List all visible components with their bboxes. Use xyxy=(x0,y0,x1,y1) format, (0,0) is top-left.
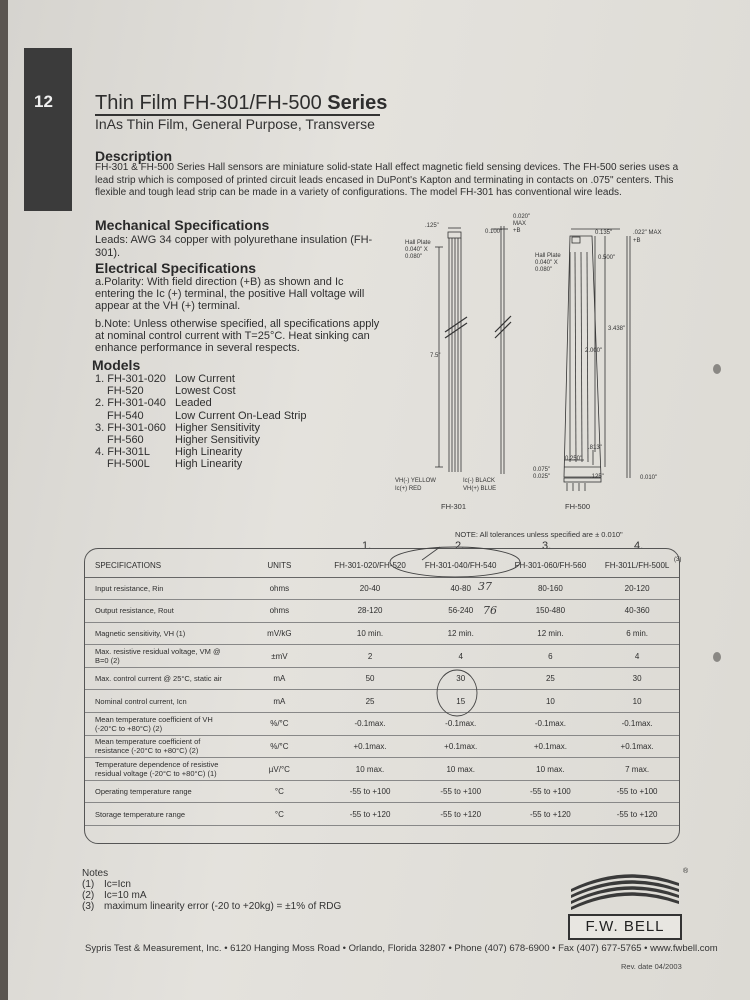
spec-value-cell: 2 xyxy=(324,645,416,668)
spec-value-cell: 80-160 xyxy=(506,577,596,600)
spec-value-cell: -55 to +100 xyxy=(595,780,679,803)
handwritten-note-output: 76 xyxy=(483,604,497,617)
spec-value-cell: 30 xyxy=(595,667,679,690)
spec-value-cell: 40-80 xyxy=(416,577,506,600)
fh500-dim-500: 0.500" xyxy=(598,255,616,261)
note-key: (1) xyxy=(82,879,95,890)
model-code: FH-500L xyxy=(107,458,150,471)
spec-value-cell: 40-360 xyxy=(595,600,679,623)
spec-value-cell: -0.1max. xyxy=(416,713,506,736)
registered-mark: ® xyxy=(683,868,689,875)
tolerance-note: NOTE: All tolerances unless specified are ± 0.010" xyxy=(455,530,623,539)
footer-address: Sypris Test & Measurement, Inc. • 6120 Hanging Moss Road • Orlando, Florida 32807 • Phone (407) 678-6900 • Fax (407) 677-5765 • www.fwbell.com xyxy=(85,943,718,954)
spec-name-cell: Output resistance, Rout xyxy=(85,600,235,623)
fh500-label: FH-500 xyxy=(565,502,591,511)
electrical-polarity: a.Polarity: With field direction (+B) as shown and Ic entering the Ic (+) terminal, the positive Hall voltage will appear at the VH (+) terminal. xyxy=(95,276,365,313)
column-number-2: 2. xyxy=(455,540,465,552)
note-key: (3) xyxy=(82,901,95,912)
header-units: UNITS xyxy=(235,549,325,577)
model-code: 2. FH-301-040 xyxy=(95,397,166,410)
handwritten-note-input: 37 xyxy=(478,580,492,593)
spec-name-cell: Storage temperature range xyxy=(85,803,235,826)
spec-units-cell: ohms xyxy=(235,577,325,600)
spec-value-cell: 6 xyxy=(506,645,596,668)
fh500-dim-250: 0.250" xyxy=(565,456,583,462)
spec-units-cell: °C xyxy=(235,803,325,826)
model-desc: Higher Sensitivity xyxy=(175,421,260,434)
fh500-dim-b: +B xyxy=(633,238,641,244)
spec-value-cell: 10 min. xyxy=(324,622,416,645)
model-desc: Lowest Cost xyxy=(175,385,236,398)
fh301-dim-b: +B xyxy=(513,228,521,234)
spec-value-cell: 12 min. xyxy=(506,622,596,645)
spec-value-cell: -55 to +120 xyxy=(324,803,416,826)
spec-value-cell: -55 to +120 xyxy=(506,803,596,826)
fh301-lead-ic-minus: Ic(-) BLACK xyxy=(463,478,496,484)
spec-units-cell: mA xyxy=(235,667,325,690)
electrical-note: b.Note: Unless otherwise specified, all specifications apply at nominal control current with T=25°C. Heat sinking can enhance performance in several respects. xyxy=(95,318,380,355)
spec-value-cell: 10 max. xyxy=(506,758,596,781)
spec-value-cell: 10 max. xyxy=(324,758,416,781)
spec-value-cell: 56-240 xyxy=(416,600,506,623)
fh301-hall-plate-2: 0.040" X xyxy=(405,247,428,253)
spec-value-cell: 10 xyxy=(506,690,596,713)
note-row xyxy=(82,879,341,890)
spec-units-cell: %/°C xyxy=(235,735,325,758)
header-model-2: FH-301-040/FH-540 xyxy=(416,549,506,577)
fh500-hall-plate-1: Hall Plate xyxy=(535,253,561,259)
footnote-mark: (3) xyxy=(674,557,682,563)
fh500-dim-075: 0.075" xyxy=(533,467,551,473)
mechanical-heading: Mechanical Specifications xyxy=(95,217,270,233)
fh500-dim-010: 0.010" xyxy=(640,475,658,481)
fh301-dim-thick2: MAX xyxy=(513,221,527,227)
notes-section xyxy=(82,868,341,912)
spec-units-cell: ohms xyxy=(235,600,325,623)
header-specifications: SPECIFICATIONS xyxy=(85,549,235,577)
spec-name-cell: Magnetic sensitivity, VH (1) xyxy=(85,622,235,645)
spec-units-cell: °C xyxy=(235,780,325,803)
spec-value-cell: 4 xyxy=(416,645,506,668)
spec-name-cell: Mean temperature coefficient of resistance (-20°C to +80°C) (2) xyxy=(85,735,235,758)
spec-value-cell: 28-120 xyxy=(324,600,416,623)
fh301-dim-width: .125" xyxy=(425,223,439,229)
fh500-dim-025: 0.025" xyxy=(533,474,551,480)
spec-name-cell: Temperature dependence of resistive residual voltage (-20°C to +80°C) (1) xyxy=(85,758,235,781)
fh500-dim-813: .813" xyxy=(588,445,602,451)
spec-value-cell: 7 max. xyxy=(595,758,679,781)
spec-name-cell: Input resistance, Rin xyxy=(85,577,235,600)
column-number-3: 3. xyxy=(542,540,552,552)
model-desc: Low Current xyxy=(175,373,235,385)
spec-value-cell: -55 to +100 xyxy=(416,780,506,803)
fh301-dim-side: 0.100" xyxy=(485,229,503,235)
spec-name-cell: Operating temperature range xyxy=(85,780,235,803)
fw-bell-logo-text: F.W. BELL xyxy=(568,914,682,940)
fh301-hall-plate-1: Hall Plate xyxy=(405,240,431,246)
model-desc: High Linearity xyxy=(175,446,243,459)
spec-value-cell: 10 xyxy=(595,690,679,713)
page-subtitle: InAs Thin Film, General Purpose, Transverse xyxy=(95,116,375,132)
header-model-1: FH-301-020/FH-520 xyxy=(324,549,416,577)
page-number: 12 xyxy=(34,92,53,111)
mechanical-text: Leads: AWG 34 copper with polyurethane insulation (FH-301). xyxy=(95,234,373,259)
model-desc: Higher Sensitivity xyxy=(175,434,260,447)
fh301-label: FH-301 xyxy=(441,502,467,511)
fh500-dim-3438: 3.438" xyxy=(608,326,626,332)
model-desc: Leaded xyxy=(175,397,212,410)
fh500-dim-thick: .022" MAX xyxy=(633,230,662,236)
fh301-dim-len: 7.5" xyxy=(430,353,441,359)
spec-value-cell: 20-120 xyxy=(595,577,679,600)
fh500-dim-top: 0.135" xyxy=(595,230,613,236)
model-desc: High Linearity xyxy=(175,458,243,471)
spec-value-cell: -0.1max. xyxy=(324,713,416,736)
note-row xyxy=(82,901,341,912)
spec-name-cell: Max. resistive residual voltage, VM @ B=0 (2) xyxy=(85,645,235,668)
spec-value-cell: -55 to +120 xyxy=(595,803,679,826)
description-text: FH-301 & FH-500 Series Hall sensors are miniature solid-state Hall effect magnetic field sensing devices. The FH-500 series uses a lead strip which is composed of printed circuit leads encased in DuPont's Kapton and terminating in contacts on .075" centers. This flexible and tough lead strip can be made in a variety of configurations. The model FH-301 has conventional wire leads. xyxy=(95,162,679,198)
spec-units-cell: µV/°C xyxy=(235,758,325,781)
model-code: FH-560 xyxy=(107,434,144,447)
model-code: FH-520 xyxy=(107,385,144,398)
spec-value-cell: -0.1max. xyxy=(595,713,679,736)
header-model-4: FH-301L/FH-500L xyxy=(595,549,679,577)
fh500-dim-125: .125" xyxy=(590,474,604,480)
spec-value-cell: 25 xyxy=(506,667,596,690)
model-desc: Low Current On-Lead Strip xyxy=(175,409,307,422)
revision-date: Rev. date 04/2003 xyxy=(621,962,682,971)
fh301-lead-vh-minus: VH(-) YELLOW xyxy=(395,478,436,484)
spec-value-cell: +0.1max. xyxy=(324,735,416,758)
fh301-lead-ic-plus: Ic(+) RED xyxy=(395,486,422,492)
column-number-1: 1. xyxy=(362,540,372,552)
title-prefix: Thin Film FH-301/FH-500 xyxy=(95,92,328,114)
title-bold: Series xyxy=(327,92,388,114)
spec-value-cell: 150-480 xyxy=(506,600,596,623)
electrical-heading: Electrical Specifications xyxy=(95,260,257,276)
spec-value-cell: +0.1max. xyxy=(506,735,596,758)
spec-value-cell: 20-40 xyxy=(324,577,416,600)
model-code: FH-540 xyxy=(107,409,144,422)
fh301-dim-thick: 0.020" xyxy=(513,214,531,220)
note-row xyxy=(82,890,341,901)
model-code: 1. FH-301-020 xyxy=(95,373,166,385)
header-model-3: FH-301-060/FH-560 xyxy=(506,549,596,577)
spec-value-cell: 10 max. xyxy=(416,758,506,781)
fh500-hall-plate-2: 0.040" X xyxy=(535,260,558,266)
spec-units-cell: %/°C xyxy=(235,713,325,736)
note-text: Ic=Icn xyxy=(104,879,131,890)
spec-value-cell: 30 xyxy=(416,667,506,690)
handwritten-ellipse-header xyxy=(390,547,520,577)
spec-units-cell: mV/kG xyxy=(235,622,325,645)
fh301-hall-plate-3: 0.080" xyxy=(405,254,423,260)
spec-value-cell: 50 xyxy=(324,667,416,690)
spec-value-cell: -55 to +100 xyxy=(324,780,416,803)
note-key: (2) xyxy=(82,890,95,901)
spec-units-cell: mA xyxy=(235,690,325,713)
note-text: maximum linearity error (-20 to +20kg) = ±1% of RDG xyxy=(104,901,342,912)
spec-name-cell: Nominal control current, Icn xyxy=(85,690,235,713)
spec-units-cell: ±mV xyxy=(235,645,325,668)
spec-value-cell: -55 to +100 xyxy=(506,780,596,803)
spec-value-cell: 6 min. xyxy=(595,622,679,645)
note-text: Ic=10 mA xyxy=(104,890,147,901)
fh500-hall-plate-3: 0.080" xyxy=(535,267,553,273)
model-code: 4. FH-301L xyxy=(95,446,151,459)
description-heading: Description xyxy=(95,148,173,164)
spec-value-cell: 4 xyxy=(595,645,679,668)
handwritten-ellipse-current xyxy=(437,670,477,716)
models-heading: Models xyxy=(92,357,141,373)
spec-value-cell: 25 xyxy=(324,690,416,713)
spec-name-cell: Mean temperature coefficient of VH (-20°C to +80°C) (2) xyxy=(85,713,235,736)
fh301-lead-vh-plus: VH(+) BLUE xyxy=(463,486,497,492)
column-number-4: 4. xyxy=(634,540,644,552)
spec-value-cell: +0.1max. xyxy=(595,735,679,758)
spec-value-cell: 15 xyxy=(416,690,506,713)
spec-value-cell: +0.1max. xyxy=(416,735,506,758)
spec-name-cell: Max. control current @ 25°C, static air xyxy=(85,667,235,690)
notes-heading: Notes xyxy=(82,868,109,879)
spec-value-cell: -55 to +120 xyxy=(416,803,506,826)
model-code: 3. FH-301-060 xyxy=(95,421,166,434)
spec-value-cell: -0.1max. xyxy=(506,713,596,736)
fh500-dim-2000: 2.000" xyxy=(585,348,603,354)
spec-value-cell: 12 min. xyxy=(416,622,506,645)
